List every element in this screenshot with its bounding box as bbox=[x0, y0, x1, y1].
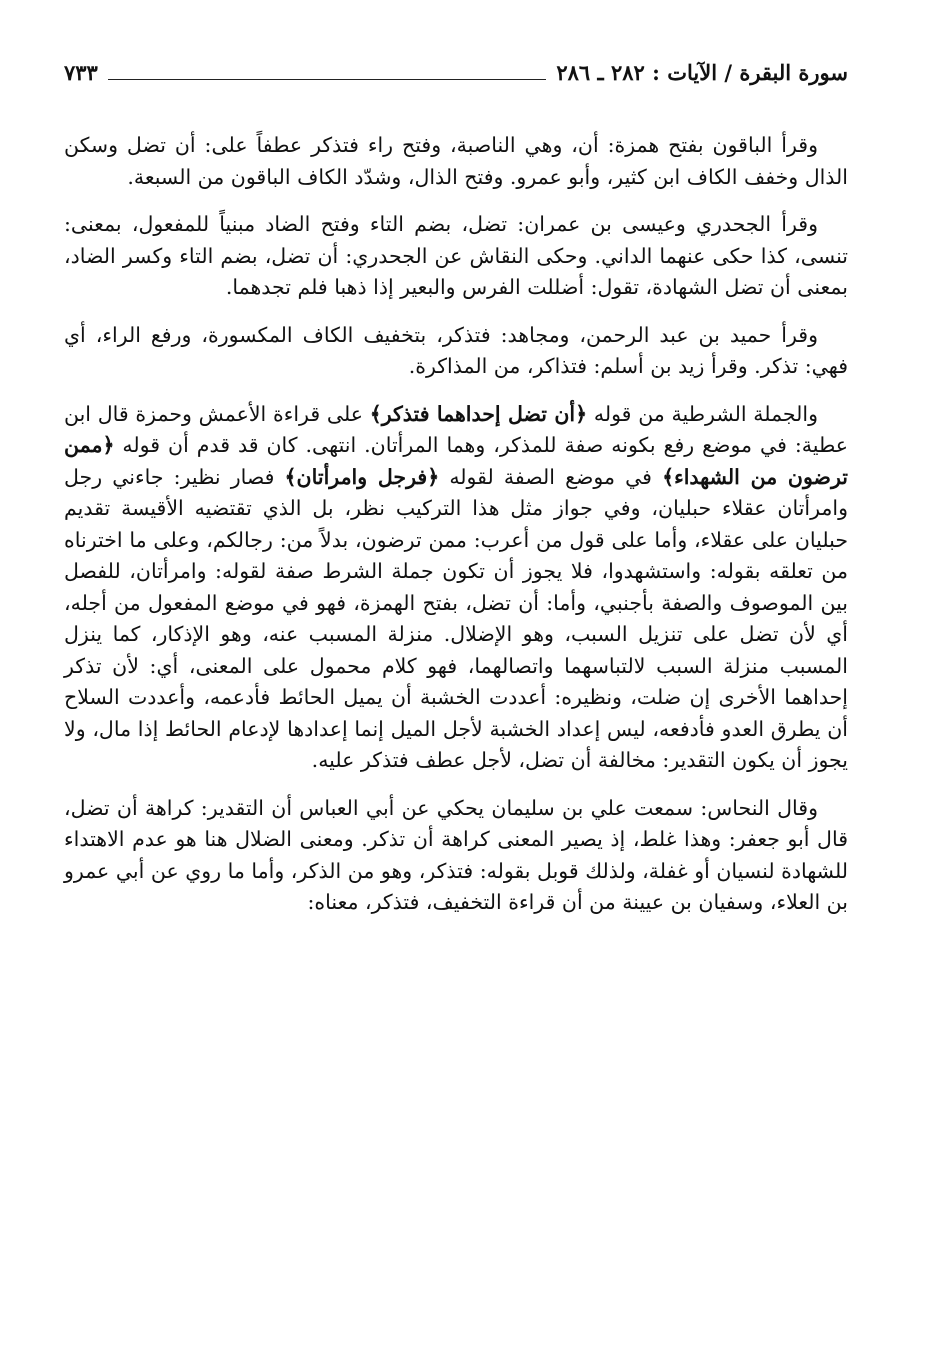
paragraph-text: فصار نظير: جاءني رجل وامرأتان عقلاء حبليان، وفي جواز مثل هذا التركيب نظر، بل الذي تقتضيه الأقيسة تقديم حبليان على عقلاء، وأما على قول من أعرب: ممن ترضون، بدلاً من: رجالكم، وعلى ما اخترناه من تعلقه بقوله: واستشهدوا، فلا يجوز أن تكون جملة الشرط صفة لقوله: وامرأتان، للفصل بين الموصوف والصفة بأجنبي، وأما: أن تضل، بفتح الهمزة، فهو في موضع المفعول من أجله، أي لأن تضل على تنزيل السبب، وهو الإضلال. منزلة المسبب عنه، وهو الإذكار، كما ينزل المسبب منزلة السبب لالتباسهما واتصالهما، فهو كلام محمول على المعنى، أي: لأن تذكر إحداهما الأخرى إن ضلت، ونظيره: أعددت الخشبة أن يميل الحائط فأدعمه، وأعددت السلاح أن يطرق العدو فأدفعه، ليس إعداد الخشبة لأجل الميل إنما إعدادها لإدعام الحائط إذا مال، ولا يجوز أن يكون التقدير: مخالفة أن تضل، لأجل عطف فتذكر عليه. bbox=[64, 464, 848, 772]
quran-quote: ﴿أن تضل إحداهما فتذكر﴾ bbox=[369, 401, 588, 426]
paragraph-jahdari-reading: وقرأ الجحدري وعيسى بن عمران: تضل، بضم التاء وفتح الضاد مبنياً للمفعول، بمعنى: تنسى، كذا حكى عنهما الداني. وحكى النقاش عن الجحدري: أن تضل، بضم التاء وكسر الضاد، بمعنى أن تضل الشهادة، تقول: أضللت الفرس والبعير إذا ذهبا فلم تجدهما. bbox=[64, 212, 848, 299]
quran-quote: ﴿ممن ترضون من الشهداء﴾ bbox=[64, 433, 848, 489]
paragraph-humaid-reading: وقرأ حميد بن عبد الرحمن، ومجاهد: فتذكر، بتخفيف الكاف المكسورة، ورفع الراء، أي فهي: تذكر. وقرأ زيد بن أسلم: فتذاكر، من المذاكرة. bbox=[64, 322, 848, 378]
paragraph-text: على قراءة الأعمش وحمزة قال ابن عطية: في موضع رفع بكونه صفة للمذكر، وهما المرأتان. انتهى. كان قد قدم أن قوله bbox=[64, 401, 848, 457]
page-body bbox=[64, 130, 848, 919]
paragraph-conditional-clause bbox=[64, 399, 848, 777]
paragraph-text: والجملة الشرطية من قوله bbox=[587, 401, 818, 426]
paragraph-text: في موضع الصفة لقوله bbox=[439, 464, 663, 489]
header-rule bbox=[108, 79, 547, 80]
surah-title: سورة البقرة / الآيات : ٢٨٢ ـ ٢٨٦ bbox=[556, 60, 848, 85]
paragraph-nahhas: وقال النحاس: سمعت علي بن سليمان يحكي عن أبي العباس أن التقدير: كراهة أن تضل، قال أبو جعفر: وهذا غلط، إذ يصير المعنى كراهة أن تذكر. ومعنى الضلال هنا هو عدم الاهتداء للشهادة لنسيان أو غفلة، ولذلك قوبل بقوله: فتذكر، وهو من الذكر، وأما ما روي عن أبي عمرو بن العلاء، وسفيان بن عيينة من أن قراءة التخفيف، فتذكر، معناه: bbox=[64, 795, 848, 914]
quran-quote: ﴿فرجل وامرأتان﴾ bbox=[284, 464, 440, 489]
book-page bbox=[64, 58, 848, 935]
paragraph-baqun-reading: وقرأ الباقون بفتح همزة: أن، وهي الناصبة، وفتح راء فتذكر عطفاً على: أن تضل وسكن الذال وخفف الكاف ابن كثير، وأبو عمرو. وفتح الذال، وشدّد الكاف الباقون من السبعة. bbox=[64, 133, 848, 189]
running-header bbox=[64, 58, 848, 88]
page-number: ٧٣٣ bbox=[64, 60, 98, 85]
